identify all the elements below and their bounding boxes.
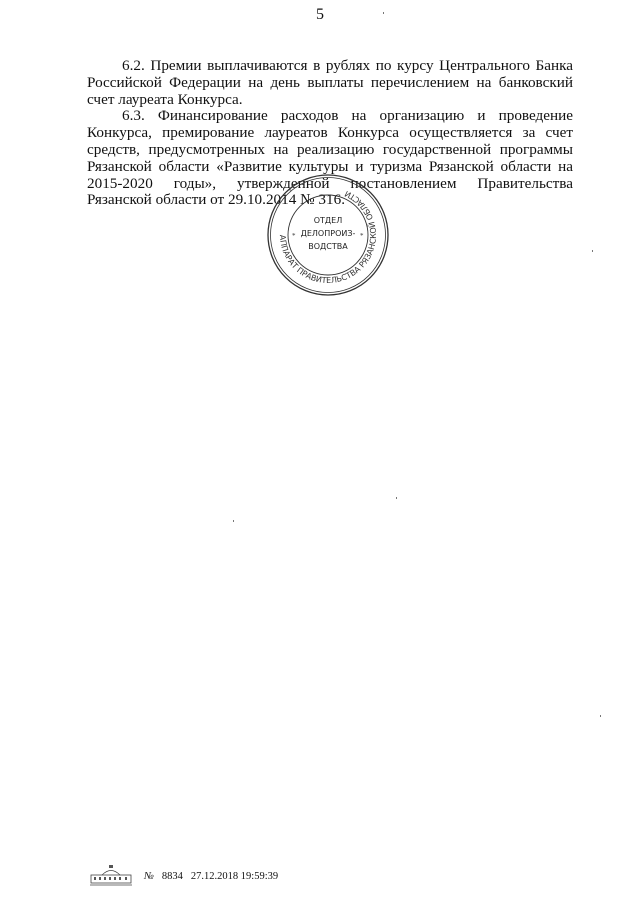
paragraph-6-2: 6.2. Премии выплачиваются в рублях по курсу Центрального Банка Российской Федерации на день выплаты перечислением на банковский счет лауреата Конкурса. (87, 57, 573, 108)
page-number: 5 (316, 6, 324, 23)
stamp-ring-text: АППАРАТ ПРАВИТЕЛЬСТВА РЯЗАНСКОЙ ОБЛАСТИ (277, 188, 379, 286)
reg-number: 8834 (161, 870, 183, 882)
stamp-line-3: ВОДСТВА (308, 242, 348, 251)
government-building-icon (90, 865, 132, 887)
reg-datetime: 27.12.2018 19:59:39 (190, 870, 279, 882)
official-stamp (266, 173, 390, 297)
svg-text:*: * (360, 232, 364, 240)
reg-mark: № (144, 870, 154, 882)
stamp-line-2: ДЕЛОПРОИЗ- (300, 229, 356, 238)
registration-footer (90, 865, 278, 887)
stamp-line-1: ОТДЕЛ (313, 216, 343, 225)
paragraph-6-3: 6.3. Финансирование расходов на организацию и проведение Конкурса, премирование лауреатов Конкурса осуществляется за счет средств, предусмотренных на реализацию государственной программы Рязанской области «Развитие культуры и туризма Рязанской области на 2015-2020 годы», утвержденной постановлением Правительства Рязанской области от 29.10.2014 № 316. (87, 107, 573, 209)
svg-text:*: * (292, 232, 296, 240)
